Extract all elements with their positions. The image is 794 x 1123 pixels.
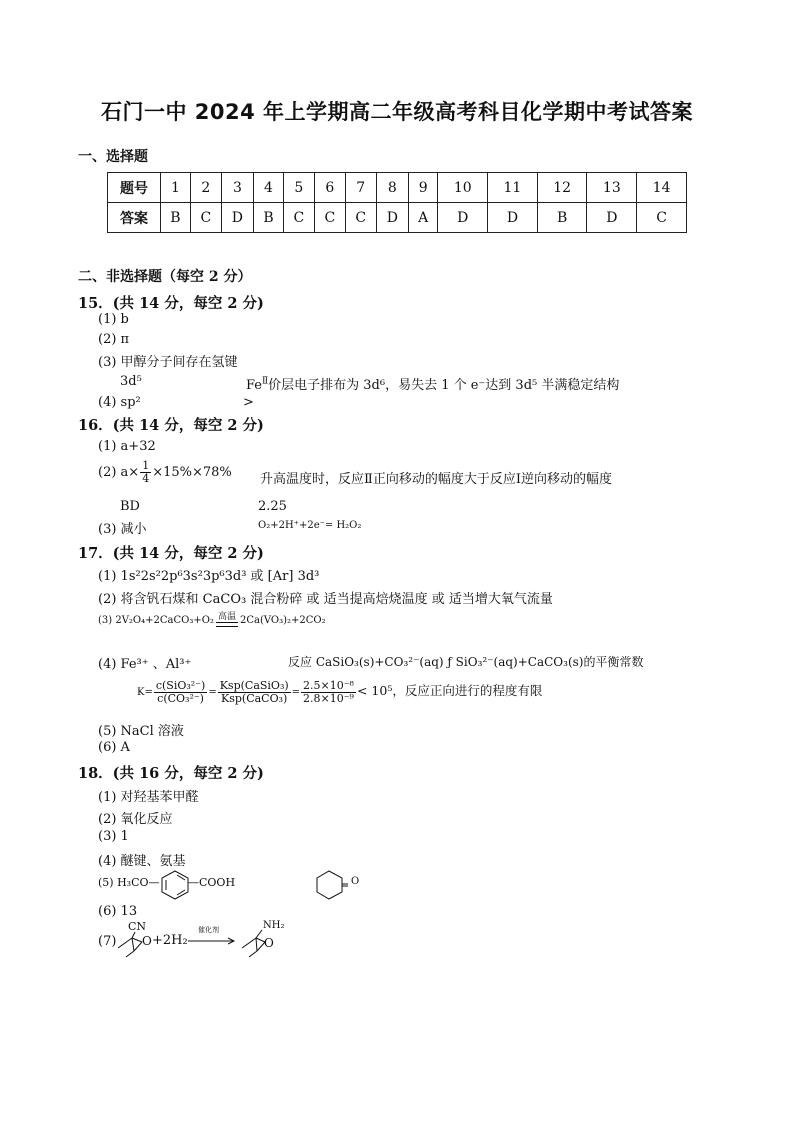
answer-table-number-row <box>108 173 687 203</box>
table-cell: 12 <box>537 173 587 203</box>
q16-answer-2b-left: BD <box>120 499 140 514</box>
q15-answer-3b-left: 3d⁵ <box>120 374 142 389</box>
q15-answer-3b-right <box>246 374 619 393</box>
q16-fraction-num: 1 <box>142 459 150 472</box>
q17-answer-1: (1) 1s²2s²2p⁶3s²3p⁶3d³ 或 [Ar] 3d³ <box>98 569 320 584</box>
q16-heading: 16．(共 14 分，每空 2 分) <box>78 417 264 434</box>
q18-answer-4: (4) 醚键、氨基 <box>98 854 186 869</box>
q18-a7-plus: +2H₂ <box>152 933 188 948</box>
q16-fraction <box>140 460 151 485</box>
q15-answer-1: (1) b <box>98 312 129 327</box>
table-cell: D <box>376 203 408 233</box>
table-cell: D <box>221 203 253 233</box>
q17-condition-text: 高温 <box>217 612 236 622</box>
table-cell: B <box>161 203 191 233</box>
q18-answer-6: (6) 13 <box>98 904 138 919</box>
table-cell: 7 <box>345 173 376 203</box>
q18-a7-label: (7) <box>98 934 117 949</box>
q15-answer-2: (2) π <box>98 332 130 347</box>
q15-fe-oxidation: Ⅱ <box>262 376 269 387</box>
table-cell: 8 <box>376 173 408 203</box>
reaction-arrow-icon <box>188 937 236 945</box>
table-header-number: 题号 <box>108 173 161 203</box>
answer-table <box>107 172 687 233</box>
table-cell: 14 <box>637 173 687 203</box>
table-cell: D <box>587 203 637 233</box>
q16-a2-suffix: ×15%×78% <box>152 465 232 480</box>
q17-a3-prefix: (3) 2V₂O₄+2CaCO₃+O₂ <box>98 615 214 626</box>
q17-k-den-1: c(CO₃²⁻) <box>157 692 204 705</box>
q18-a7-nh2: NH₂ <box>263 920 285 931</box>
q17-k-frac-2 <box>218 680 291 705</box>
q17-k-num-2: Ksp(CaSiO₃) <box>219 679 289 692</box>
q18-a7-o1: O <box>142 934 152 948</box>
q17-answer-2: (2) 将含钒石煤和 CaCO₃ 混合粉碎 或 适当提高焙烧温度 或 适当增大氧气流量 <box>98 592 553 607</box>
q17-k-den-3: 2.8×10⁻⁹ <box>303 692 354 705</box>
q17-k-frac-3 <box>301 680 356 705</box>
q17-condition-line <box>216 623 238 627</box>
q17-k-den-2: Ksp(CaCO₃) <box>221 692 288 705</box>
q18-a5-tail: —COOH <box>188 876 236 889</box>
table-cell: A <box>409 203 438 233</box>
q17-k-num-1: c(SiO₃²⁻) <box>155 679 206 692</box>
q16-a2-prefix: (2) a× <box>98 465 140 480</box>
q18-a5-ketone-o: O <box>351 876 360 887</box>
q17-answer-4-right: 反应 CaSiO₃(s)+CO₃²⁻(aq) ƒ SiO₃²⁻(aq)+CaCO₃(s)的平衡常数 <box>288 655 644 669</box>
table-header-answer: 答案 <box>108 203 161 233</box>
q16-answer-2 <box>98 460 232 485</box>
q16-answer-3-right: O₂+2H⁺+2e⁻= H₂O₂ <box>258 520 362 531</box>
q16-answer-3-left: (3) 减小 <box>98 522 147 537</box>
q18-a5-label: (5) H₃CO— <box>98 876 160 889</box>
q18-answer-3: (3) 1 <box>98 829 129 844</box>
table-cell: 9 <box>409 173 438 203</box>
q17-answer-3 <box>98 612 326 627</box>
q17-reaction-condition <box>216 612 238 627</box>
q17-answer-6: (6) A <box>98 740 130 755</box>
page-title: 石门一中 2024 年上学期高二年级高考科目化学期中考试答案 <box>100 100 694 124</box>
table-cell: C <box>190 203 221 233</box>
q17-a3-suffix: 2Ca(VO₃)₂+2CO₂ <box>239 615 326 626</box>
q17-answer-5: (5) NaCl 溶液 <box>98 724 184 739</box>
table-cell: 4 <box>254 173 284 203</box>
q17-k-tail: < 10⁵，反应正向进行的程度有限 <box>356 683 543 698</box>
q18-heading: 18．(共 16 分，每空 2 分) <box>78 765 264 782</box>
q15-answer-3: (3) 甲醇分子间存在氢键 <box>98 355 238 370</box>
q16-answer-2-right: 升高温度时，反应Ⅱ正向移动的幅度大于反应Ⅰ逆向移动的幅度 <box>260 472 612 487</box>
q15-heading: 15．(共 14 分，每空 2 分) <box>78 295 264 312</box>
table-cell: C <box>345 203 376 233</box>
table-cell: D <box>438 203 488 233</box>
section-choice-heading: 一、选择题 <box>78 149 148 165</box>
table-cell: 1 <box>161 173 191 203</box>
q17-k-num-3: 2.5×10⁻⁸ <box>303 679 354 692</box>
table-cell: D <box>488 203 538 233</box>
q15-answer-4-left: (4) sp² <box>98 395 141 410</box>
table-cell: 6 <box>314 173 345 203</box>
table-cell: B <box>537 203 587 233</box>
q15-fe-explanation: 价层电子排布为 3d⁶，易失去 1 个 e⁻达到 3d⁵ 半满稳定结构 <box>268 378 620 393</box>
table-cell: C <box>314 203 345 233</box>
table-cell: 2 <box>190 173 221 203</box>
q16-answer-1: (1) a+32 <box>98 439 156 454</box>
q17-k-frac-1 <box>154 680 207 705</box>
q18-a7-catalyst: 催化剂 <box>198 926 219 934</box>
q18-a7-cn: CN <box>128 920 147 933</box>
q15-fe-text: Fe <box>246 378 263 393</box>
q17-heading: 17．(共 14 分，每空 2 分) <box>78 545 264 562</box>
benzene-ring-structure <box>160 870 190 900</box>
q16-answer-2b-right: 2.25 <box>258 499 287 514</box>
table-cell: 3 <box>221 173 253 203</box>
table-cell: B <box>254 203 284 233</box>
section-nonchoice-heading: 二、非选择题（每空 2 分） <box>78 269 252 285</box>
table-cell: 10 <box>438 173 488 203</box>
q16-fraction-den: 4 <box>142 472 150 485</box>
q15-answer-4-right: > <box>243 395 254 410</box>
table-cell: C <box>283 203 314 233</box>
table-cell: 11 <box>488 173 538 203</box>
q18-answer-1: (1) 对羟基苯甲醛 <box>98 790 199 805</box>
cyclohexanone-structure <box>316 870 348 900</box>
q17-answer-4-left: (4) Fe³⁺ 、Al³⁺ <box>98 657 192 672</box>
table-cell: 5 <box>283 173 314 203</box>
q18-answer-2: (2) 氧化反应 <box>98 812 173 827</box>
q18-a7-o2: O <box>264 936 274 950</box>
q17-k-expression: K= $\frac{\text{c(SiO₃²⁻)}}{\text{c(CO₃²⁻)}}$ = $\frac{\text{Ksp(CaSiO₃)}}{\text{Ksp(CaCO₃)}}$ = $\frac{\text{2.5×10⁻⁸}}{\text{2.8×10⁻⁹}}$ < 10⁵，反应正向进行的程度有限 <box>137 679 543 705</box>
table-cell: C <box>637 203 687 233</box>
table-cell: 13 <box>587 173 637 203</box>
q17-k-label: K= <box>137 687 153 698</box>
answer-table-answer-row <box>108 203 687 233</box>
